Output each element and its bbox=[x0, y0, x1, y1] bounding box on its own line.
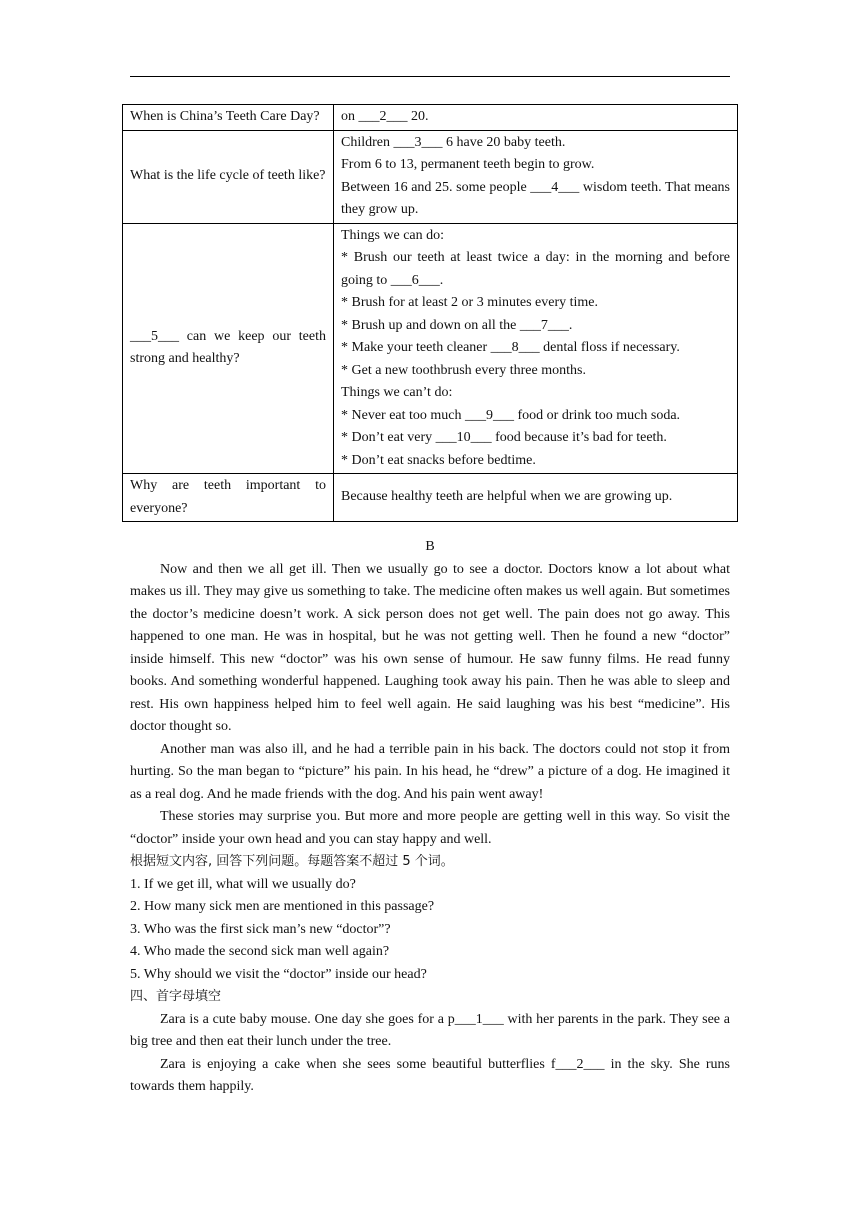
table-answer-cell bbox=[334, 474, 738, 522]
table-question-cell: What is the life cycle of teeth like? bbox=[123, 130, 334, 223]
answer-line: Because healthy teeth are helpful when we are growing up. bbox=[341, 489, 673, 505]
answer-line: * Get a new toothbrush every three months. bbox=[341, 362, 586, 378]
answer-line: * Never eat too much ___9___ food or drink too much soda. bbox=[341, 407, 681, 423]
passage-paragraph: These stories may surprise you. But more and more people are getting well in this way. So visit the “doctor” inside your own head and you can stay happy and well. bbox=[130, 809, 730, 847]
table-row bbox=[123, 130, 738, 223]
table-row bbox=[123, 223, 738, 474]
section-4-title: 四、首字母填空 bbox=[130, 989, 222, 1004]
table-question-cell: Why are teeth important to everyone? bbox=[123, 474, 334, 522]
header-rule bbox=[130, 76, 730, 77]
answer-line: * Don’t eat snacks before bedtime. bbox=[341, 452, 536, 468]
answer-line: * Brush for at least 2 or 3 minutes every time. bbox=[341, 295, 598, 310]
table-row bbox=[123, 105, 738, 131]
reading-content bbox=[130, 536, 730, 1099]
question-item: 5. Why should we visit the “doctor” inside our head? bbox=[130, 966, 427, 982]
question-item: 2. How many sick men are mentioned in this passage? bbox=[130, 899, 435, 914]
answer-line: * Don’t eat very ___10___ food because it’s bad for teeth. bbox=[341, 430, 667, 445]
question-item: 1. If we get ill, what will we usually do? bbox=[130, 876, 356, 892]
question-instruction: 根据短文内容, 回答下列问题。每题答案不超过 5 个词。 bbox=[130, 854, 454, 869]
table-answer-cell bbox=[334, 130, 738, 223]
teeth-care-table bbox=[122, 104, 738, 522]
passage-paragraph: Another man was also ill, and he had a terrible pain in his back. The doctors could not stop it from hurting. So the man began to “picture” his pain. In his head, he “drew” a picture of a dog. He imagined it as a real dog. And he made friends with the dog. And his pain went away! bbox=[130, 741, 730, 802]
question-item: 4. Who made the second sick man well again? bbox=[130, 944, 390, 959]
table-answer-cell bbox=[334, 105, 738, 131]
answer-line: Things we can do: bbox=[341, 227, 445, 243]
answer-line: Between 16 and 25. some people ___4___ wisdom teeth. That means they grow up. bbox=[341, 179, 730, 217]
answer-line: * Make your teeth cleaner ___8___ dental floss if necessary. bbox=[341, 340, 680, 355]
passage-paragraph: Now and then we all get ill. Then we usually go to see a doctor. Doctors know a lot about what makes us ill. They may give us something to take. The medicine often makes us well again. But sometimes the doctor’s medicine doesn’t work. A sick person does not get well. The pain does not go away. This happened to one man. He was in hospital, but he was not getting well. Then he found a new “doctor” inside himself. This new “doctor” was his own sense of humour. He saw funny films. He read funny books. And something wonderful happened. Laughing took away his pain. Then he was able to sleep and rest. His own happiness helped him to feel well again. He said laughing was his best “medicine”. His doctor thought so. bbox=[130, 561, 730, 734]
answer-line: on ___2___ 20. bbox=[341, 109, 429, 124]
answer-line: Children ___3___ 6 have 20 baby teeth. bbox=[341, 134, 566, 150]
cloze-paragraph: Zara is a cute baby mouse. One day she goes for a p___1___ with her parents in the park. They see a big tree and then eat their lunch under the tree. bbox=[130, 1011, 730, 1049]
cloze-paragraph: Zara is enjoying a cake when she sees some beautiful butterflies f___2___ in the sky. She runs towards them happily. bbox=[130, 1056, 730, 1094]
answer-line: * Brush up and down on all the ___7___. bbox=[341, 317, 573, 333]
answer-line: From 6 to 13, permanent teeth begin to grow. bbox=[341, 157, 595, 172]
answer-line: * Brush our teeth at least twice a day: in the morning and before going to ___6___. bbox=[341, 250, 730, 288]
answer-line: Things we can’t do: bbox=[341, 385, 453, 400]
section-b-title: B bbox=[425, 539, 435, 554]
table-question-cell: When is China’s Teeth Care Day? bbox=[123, 105, 334, 131]
table-row bbox=[123, 474, 738, 522]
question-item: 3. Who was the first sick man’s new “doctor”? bbox=[130, 921, 391, 937]
table-answer-cell bbox=[334, 223, 738, 474]
table-question-cell: ___5___ can we keep our teeth strong and healthy? bbox=[123, 223, 334, 474]
